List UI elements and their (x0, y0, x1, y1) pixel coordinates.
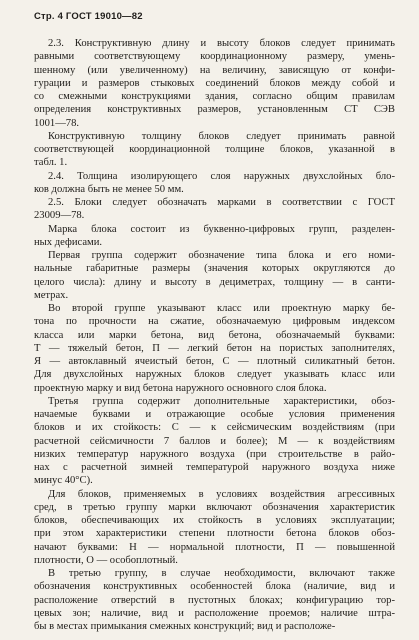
text-line: обозначения конструктивных особенностей блока (наличие, вид и (34, 581, 395, 593)
text-line: В третью группу, в случае необходимости, включают также (48, 568, 395, 579)
text-line: 23009—78. (34, 210, 85, 222)
paragraph (34, 130, 395, 170)
paragraph (34, 567, 395, 633)
text-line: блоков и их стойкость: С — к сейсмическим воздействиям (при (34, 422, 395, 434)
text-line: табл. 1. (34, 157, 68, 169)
text-line: Т — тяжелый бетон, П — легкий бетон на пористых заполнителях, (34, 342, 395, 354)
text-line: со смежными конструкциями здания, согласно общим правилам (34, 91, 395, 102)
text-line: низких температур наружного воздуха (при строительстве в райо- (34, 448, 395, 460)
text-line: Конструктивную толщину блоков следует принимать равной (48, 130, 395, 142)
text-line: 2.3. Конструктивную длину и высоту блоков следует принимать (48, 38, 395, 49)
text-line: нах с расчетной зимней температурой наружного воздуха ниже (34, 462, 395, 473)
paragraph (34, 302, 395, 395)
text-line: 1001—78. (34, 117, 80, 129)
text-line: расчетной сейсмичности 7 баллов и более); М — к воздействиям (34, 435, 395, 447)
text-line: Третья группа содержит дополнительные характеристики, обоз- (48, 395, 395, 407)
text-line: метрах. (34, 289, 69, 301)
text-line: шенному (или увеличенному) на величину, зависящую от конфи- (34, 64, 395, 76)
text-line: 2.4. Толщина изолирующего слоя наружных двухслойных бло- (48, 170, 395, 182)
text-line: Марка блока состоит из буквенно-цифровых групп, разделен- (48, 223, 395, 235)
text-line: ков должна быть не менее 50 мм. (34, 183, 184, 195)
text-line: бы в местах примыкания смежных конструкций; вид и расположе- (34, 621, 336, 632)
text-line: сред, в третью группу марки включают обозначения характеристик (34, 501, 395, 513)
text-line: тона по прочности на сжатие, обозначаемую цифровым индексом (34, 316, 395, 328)
text-line: класса или марки бетона, вид бетона, обозначаемый буквами: (34, 329, 395, 341)
paragraph (34, 223, 395, 250)
paragraph (34, 37, 395, 130)
text-line: Для двухслойных наружных блоков следует указывать класс или (34, 369, 395, 381)
body-text (34, 37, 395, 633)
text-line: соответствующей координационной толщине блоков, указанной в (34, 144, 395, 155)
text-line: проектную марку и вид бетона наружного основного слоя блока. (34, 382, 327, 394)
text-line: начают буквами: Н — нормальной плотности, П — повышенной (34, 541, 395, 553)
text-line: блоков, обеспечивающих их стойкость в условиях эксплуатации; (34, 515, 395, 526)
paragraph (34, 196, 395, 223)
text-line: равными соответствующему координационному размеру, умень- (34, 51, 395, 63)
text-line: определения конструктивных размеров, установленным СТ СЭВ (34, 104, 395, 116)
text-line: плотности, О — особоплотный. (34, 554, 178, 566)
text-line: Я — автоклавный ячеистый бетон, С — плотный силикатный бетон. (34, 356, 395, 367)
paragraph (34, 170, 395, 197)
paragraph (34, 249, 395, 302)
paragraph (34, 488, 395, 568)
text-line: Во второй группе указывают класс или проектную марку бе- (48, 303, 395, 314)
text-line: расположение отверстий в пустотных блоках; конфигурацию тор- (34, 594, 395, 606)
text-line: при этом характеристики степени плотности бетона блоков обоз- (34, 528, 395, 540)
text-line: начаемые буквами и отражающие особые условия применения (34, 409, 395, 420)
text-line: нальные габаритные размеры (значения которых округляются до (34, 263, 395, 275)
text-line: целого числа): длину и высоту в дециметрах, толщину — в санти- (34, 276, 395, 288)
text-line: 2.5. Блоки следует обозначать марками в соответствии с ГОСТ (48, 197, 395, 208)
text-line: цевых зон; наличие, вид и расположение проемов; наличие штра- (34, 607, 395, 619)
text-line: Для блоков, применяемых в условиях воздействия агрессивных (48, 488, 395, 500)
running-head: Стр. 4 ГОСТ 19010—82 (34, 11, 143, 22)
text-line: минус 40°С). (34, 475, 93, 487)
text-line: Первая группа содержит обозначение типа блока и его номи- (48, 250, 395, 261)
text-line: ных дефисами. (34, 236, 103, 248)
paragraph (34, 395, 395, 488)
text-line: гурации и размеров стыковых соединений блоков между собой и (34, 77, 395, 89)
